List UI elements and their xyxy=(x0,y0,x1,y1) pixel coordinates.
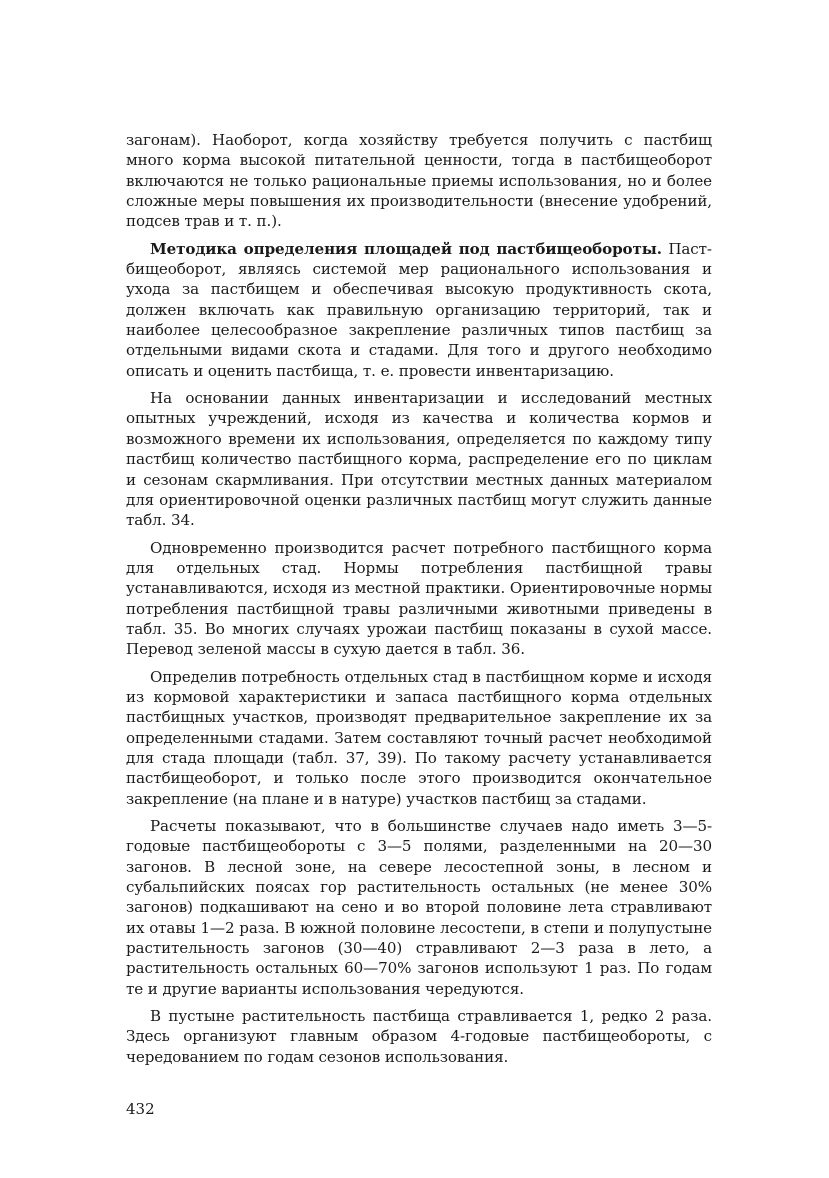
paragraph-desert xyxy=(126,1006,712,1067)
paragraph-continuation xyxy=(126,130,712,232)
paragraph-text: загонам). Наоборот, когда хозяйству требуется получить с пастбищ много корма высокой питательной ценности, тогда в пастбищеоборот включаются не только рациональные приемы использования, но и более сложные меры повышения их производительности (внесение удобрений, подсев трав и т. п.). xyxy=(126,131,712,231)
section-heading: Методика определения площадей под пастбищеобороты. xyxy=(150,239,662,258)
paragraph-rotation-zones xyxy=(126,816,712,999)
paragraph-methodology xyxy=(126,239,712,381)
paragraph-calculation xyxy=(126,538,712,660)
paragraph-inventory xyxy=(126,388,712,530)
paragraph-text: Пастбищеоборот, являясь системой мер рационального использования и ухода за пастбищем и обеспечивая высокую продуктивность скота, должен включать как правильную организацию территорий, так и наиболее целесообразное закрепление различных типов пастбищ за отдельными видами скота и стадами. Для того и другого необходимо описать и оценить пастбища, т. е. провести инвентаризацию. xyxy=(126,239,713,380)
paragraph-text: В пустыне растительность пастбища стравливается 1, редко 2 раза. Здесь организуют главным образом 4-годовые пастбищеобороты, с чередованием по годам сезонов использования. xyxy=(126,1007,712,1066)
page-number: 432 xyxy=(126,1100,155,1118)
paragraph-text: Расчеты показывают, что в большинстве случаев надо иметь 3—5-годовые пастбищеобороты с 3—5 полями, разделенными на 20—30 загонов. В лесной зоне, на севере лесостепной зоны, в лесном и субальпийских поясах гор растительность остальных (не менее 30% загонов) подкашивают на сено и во второй половине лета стравливают их отавы 1—2 раза. В южной половине лесостепи, в степи и полупустыне растительность загонов (30—40) стравливают 2—3 раза в лето, а растительность остальных 60—70% загонов используют 1 раз. По годам те и другие варианты использования чередуются. xyxy=(126,817,712,998)
paragraph-text: На основании данных инвентаризации и исследований местных опытных учреждений, исходя из качества и количества кормов и возможного времени их использования, определяется по каждому типу пастбищ количество пастбищного корма, распределение его по циклам и сезонам скармливания. При отсутствии местных данных материалом для ориентировочной оценки различных пастбищ могут служить данные табл. 34. xyxy=(126,389,712,530)
page-body xyxy=(126,130,712,1074)
paragraph-text: Одновременно производится расчет потребного пастбищного корма для отдельных стад. Нормы потребления пастбищной травы устанавливаются, исходя из местной практики. Ориентировочные нормы потребления пастбищной травы различными животными приведены в табл. 35. Во многих случаях урожаи пастбищ показаны в сухой массе. Перевод зеленой массы в сухую дается в табл. 36. xyxy=(126,538,712,659)
paragraph-text: Определив потребность отдельных стад в пастбищном корме и исходя из кормовой характеристики и запаса пастбищного корма отдельных пастбищных участков, производят предварительное закрепление их за определенными стадами. Затем составляют точный расчет необходимой для стада площади (табл. 37, 39). По такому расчету устанавливается пастбищеоборот, и только после этого производится окончательное закрепление (на плане и в натуре) участков пастбищ за стадами. xyxy=(126,667,712,808)
paragraph-assignment xyxy=(126,667,712,809)
